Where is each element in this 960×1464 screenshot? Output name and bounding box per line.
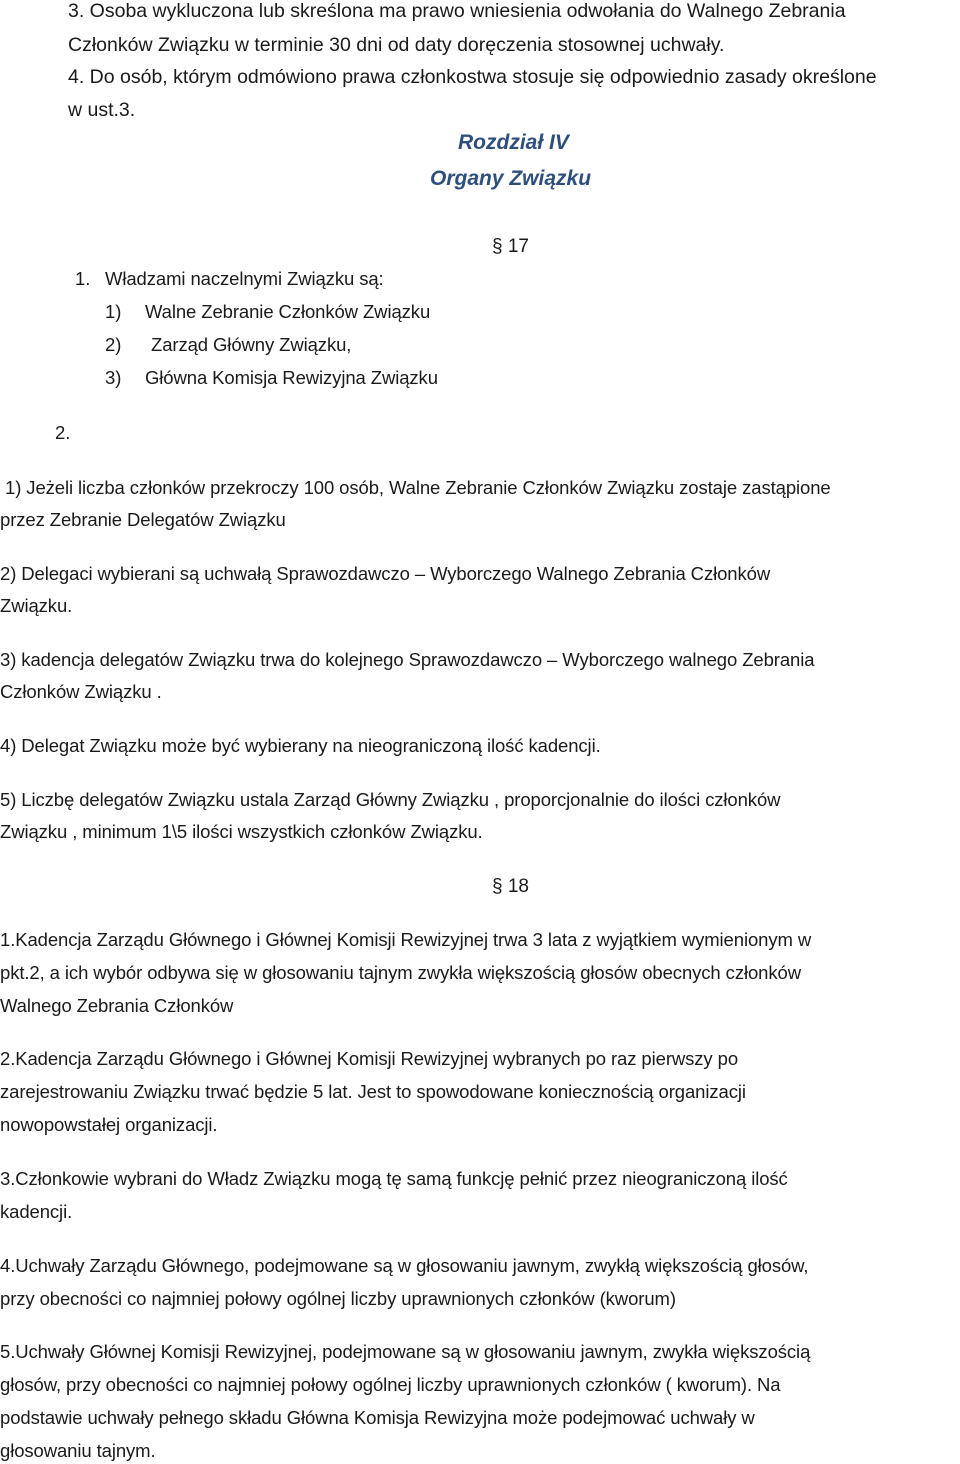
paragraph-line: Związku. [0, 595, 73, 616]
paragraph-line: Członków Związku w terminie 30 dni od daty doręczenia stosownej uchwały. [68, 34, 725, 56]
list-text: Główna Komisja Rewizyjna Związku [145, 367, 438, 388]
paragraph-line: Członków Związku . [0, 681, 162, 702]
list-text: Walne Zebranie Członków Związku [145, 301, 431, 322]
paragraph-number: 2. [55, 422, 71, 443]
paragraph-number: 1. [75, 268, 91, 289]
section-sign-17: § 17 [492, 236, 529, 257]
paragraph-line: 1.Kadencja Zarządu Głównego i Głównej Komisji Rewizyjnej trwa 3 lata z wyjątkiem wymienionym w [0, 929, 812, 950]
paragraph-line: 1) Jeżeli liczba członków przekroczy 100 osób, Walne Zebranie Członków Związku zostaje zastąpione [5, 477, 831, 498]
paragraph-line: 3. Osoba wykluczona lub skreślona ma prawo wniesienia odwołania do Walnego Zebrania [68, 0, 846, 22]
paragraph-line: 5.Uchwały Głównej Komisji Rewizyjnej, podejmowane są w głosowaniu jawnym, zwykła większością [0, 1341, 811, 1362]
paragraph-line: pkt.2, a ich wybór odbywa się w głosowaniu tajnym zwykła większością głosów obecnych członków [0, 962, 801, 983]
paragraph-line: przez Zebranie Delegatów Związku [0, 509, 286, 530]
paragraph-line: kadencji. [0, 1201, 73, 1222]
list-number: 2) [105, 334, 122, 355]
paragraph-line: 4. Do osób, którym odmówiono prawa członkostwa stosuje się odpowiednio zasady określone [68, 66, 877, 88]
paragraph-line: głosów, przy obecności co najmniej połowy ogólnej liczby uprawnionych członków ( kworum). Na [0, 1374, 781, 1395]
paragraph-text: Władzami naczelnymi Związku są: [105, 268, 384, 289]
paragraph-line: 2) Delegaci wybierani są uchwałą Sprawozdawczo – Wyborczego Walnego Zebrania Członków [0, 563, 771, 584]
paragraph-line: zarejestrowaniu Związku trwać będzie 5 lat. Jest to spowodowane koniecznością organizacji [0, 1081, 746, 1102]
list-item [105, 369, 438, 388]
paragraph-line: Walnego Zebrania Członków [0, 995, 234, 1016]
paragraph-line: 4.Uchwały Zarządu Głównego, podejmowane są w głosowaniu jawnym, zwykłą większością głosów, [0, 1255, 809, 1276]
section-sign-18: § 18 [492, 876, 529, 897]
list-item [105, 336, 351, 355]
paragraph-line: 5) Liczbę delegatów Związku ustala Zarząd Główny Związku , proporcjonalnie do ilości członków [0, 789, 781, 810]
chapter-title: Rozdział IV [458, 131, 569, 154]
chapter-subtitle: Organy Związku [430, 167, 592, 190]
paragraph-line: 4) Delegat Związku może być wybierany na nieograniczoną ilość kadencji. [0, 735, 601, 756]
paragraph-line: podstawie uchwały pełnego składu Główna Komisja Rewizyjna może podejmować uchwały w [0, 1407, 755, 1428]
list-item [105, 303, 430, 322]
paragraph-line: nowopowstałej organizacji. [0, 1114, 218, 1135]
paragraph-line: Związku , minimum 1\5 ilości wszystkich członków Związku. [0, 821, 483, 842]
paragraph-line: głosowaniu tajnym. [0, 1440, 156, 1461]
paragraph-line: 3) kadencja delegatów Związku trwa do kolejnego Sprawozdawczo – Wyborczego walnego Zebrania [0, 649, 815, 670]
list-text: Zarząd Główny Związku, [151, 334, 352, 355]
paragraph-line: 2.Kadencja Zarządu Głównego i Głównej Komisji Rewizyjnej wybranych po raz pierwszy po [0, 1048, 739, 1069]
paragraph-line: w ust.3. [68, 99, 136, 121]
list-number: 3) [105, 367, 122, 388]
numbered-paragraph [75, 270, 384, 289]
paragraph-line: 3.Członkowie wybrani do Władz Związku mogą tę samą funkcję pełnić przez nieograniczoną ilość [0, 1168, 788, 1189]
paragraph-line: przy obecności co najmniej połowy ogólnej liczby uprawnionych członków (kworum) [0, 1288, 676, 1309]
list-number: 1) [105, 301, 122, 322]
